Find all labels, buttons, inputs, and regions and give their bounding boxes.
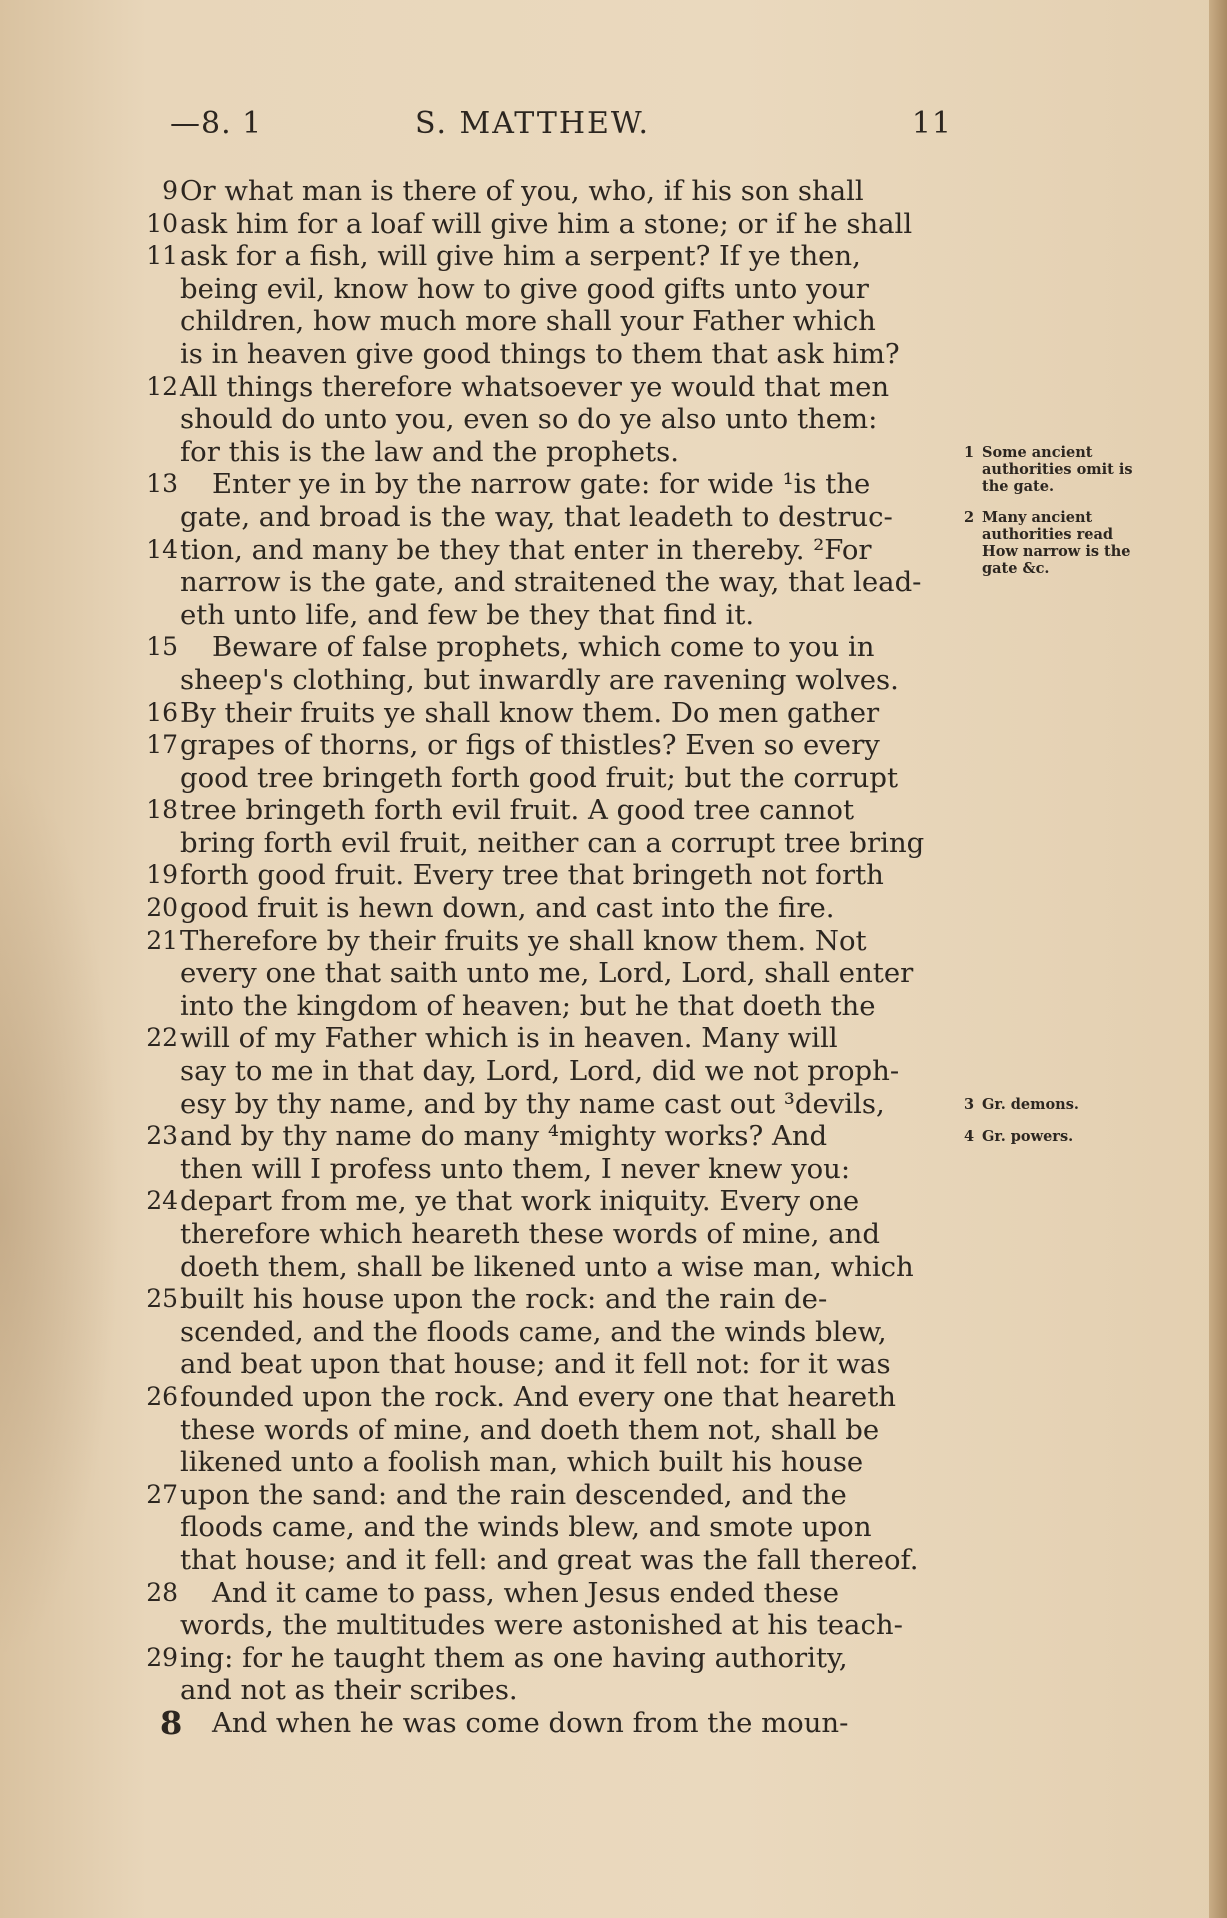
- line-text: good fruit is hewn down, and cast into the fire.: [180, 892, 835, 925]
- text-line: [140, 534, 960, 567]
- line-text: children, how much more shall your Father which: [180, 305, 876, 338]
- line-text: Therefore by their fruits ye shall know them. Not: [180, 924, 867, 957]
- line-text: say to me in that day, Lord, Lord, did we not proph-: [180, 1055, 900, 1088]
- line-text: built his house upon the rock: and the rain de-: [180, 1283, 828, 1316]
- line-text: tion, and many be they that enter in thereby. ²For: [180, 533, 872, 566]
- text-line: [140, 1511, 960, 1544]
- text-line: [140, 1185, 960, 1218]
- text-line: [140, 1577, 960, 1610]
- chapter-reference: —8. 1: [170, 106, 263, 141]
- line-text: scended, and the floods came, and the winds blew,: [180, 1315, 887, 1348]
- text-line: [140, 338, 960, 371]
- margin-note-number: 3: [964, 1095, 975, 1113]
- line-text: narrow is the gate, and straitened the way, that lead-: [180, 566, 922, 599]
- line-text: By their fruits ye shall know them. Do men gather: [180, 696, 880, 729]
- text-line: [140, 1414, 960, 1447]
- line-text: and beat upon that house; and it fell not: for it was: [180, 1348, 891, 1381]
- line-text: is in heaven give good things to them that ask him?: [180, 337, 900, 370]
- verse-number: 10: [146, 208, 178, 238]
- margin-note-number: 1: [964, 443, 975, 461]
- line-text: ask for a fish, will give him a serpent? If ye then,: [180, 240, 861, 273]
- text-line: [140, 1642, 960, 1675]
- line-text: bring forth evil fruit, neither can a corrupt tree bring: [180, 826, 925, 859]
- verse-number: 29: [146, 1642, 178, 1672]
- text-line: [140, 175, 960, 208]
- verse-number: 11: [146, 241, 178, 271]
- scripture-text: [140, 175, 960, 1740]
- text-line: [140, 501, 960, 534]
- verse-number: 25: [146, 1284, 178, 1314]
- line-text: ask him for a loaf will give him a stone; or if he shall: [180, 207, 913, 240]
- line-text: floods came, and the winds blew, and smote upon: [180, 1511, 872, 1544]
- line-text: likened unto a foolish man, which built his house: [180, 1446, 864, 1479]
- text-line: [140, 371, 960, 404]
- verse-number: 23: [146, 1121, 178, 1151]
- line-text: grapes of thorns, or figs of thistles? Even so every: [180, 729, 880, 762]
- line-text: eth unto life, and few be they that find it.: [180, 598, 755, 631]
- text-line: [140, 1153, 960, 1186]
- margin-note-text: Gr. demons.: [982, 1095, 1079, 1113]
- text-line: [140, 957, 960, 990]
- line-text: ing: for he taught them as one having authority,: [180, 1641, 848, 1674]
- line-text: and not as their scribes.: [180, 1674, 518, 1707]
- verse-number: 20: [146, 893, 178, 923]
- verse-number: 19: [146, 860, 178, 890]
- text-line: [140, 436, 960, 469]
- text-line: [140, 1479, 960, 1512]
- margin-note-number: 2: [964, 509, 975, 526]
- book-spine: [1209, 0, 1227, 1918]
- verse-number: 12: [146, 371, 178, 401]
- text-line: [140, 566, 960, 599]
- line-text: words, the multitudes were astonished at his teach-: [180, 1609, 903, 1642]
- line-text: Enter ye in by the narrow gate: for wide ¹is the: [212, 468, 871, 501]
- line-text: And it came to pass, when Jesus ended these: [212, 1576, 840, 1609]
- line-text: esy by thy name, and by thy name cast out ³devils,: [180, 1087, 885, 1120]
- line-text: Beware of false prophets, which come to you in: [212, 631, 875, 664]
- text-line: [140, 468, 960, 501]
- line-text: And when he was come down from the moun-: [212, 1706, 849, 1739]
- text-line: [140, 1088, 960, 1121]
- text-line: [140, 208, 960, 241]
- text-line: [140, 240, 960, 273]
- page-title: S. MATTHEW.: [415, 106, 651, 141]
- line-text: forth good fruit. Every tree that bringeth not forth: [180, 859, 884, 892]
- margin-note-text: Some ancient authorities omit is the gate.: [982, 443, 1133, 495]
- line-text: should do unto you, even so do ye also unto them:: [180, 403, 878, 436]
- page-number: 11: [911, 106, 952, 141]
- line-text: good tree bringeth forth good fruit; but the corrupt: [180, 761, 899, 794]
- line-text: tree bringeth forth evil fruit. A good tree cannot: [180, 794, 854, 827]
- line-text: being evil, know how to give good gifts unto your: [180, 272, 869, 305]
- text-line: [140, 892, 960, 925]
- text-line: [140, 1022, 960, 1055]
- text-line: [140, 403, 960, 436]
- line-text: every one that saith unto me, Lord, Lord, shall enter: [180, 957, 914, 990]
- page-header: [170, 106, 960, 146]
- line-text: Or what man is there of you, who, if his son shall: [180, 175, 864, 207]
- verse-number: 22: [146, 1023, 178, 1053]
- line-text: sheep's clothing, but inwardly are ravening wolves.: [180, 663, 899, 696]
- verse-number: 18: [146, 795, 178, 825]
- text-line: [140, 1544, 960, 1577]
- verse-number: 28: [146, 1577, 178, 1607]
- margin-note-number: 4: [964, 1128, 975, 1146]
- verse-number: 24: [146, 1186, 178, 1216]
- line-text: depart from me, ye that work iniquity. Every one: [180, 1185, 860, 1218]
- line-text: into the kingdom of heaven; but he that doeth the: [180, 989, 876, 1022]
- text-line: [140, 1348, 960, 1381]
- text-line: [140, 1120, 960, 1153]
- line-text: All things therefore whatsoever ye would that men: [180, 370, 890, 403]
- text-line: [140, 1251, 960, 1284]
- verse-number: 16: [146, 697, 178, 727]
- line-text: and by thy name do many ⁴mighty works? And: [180, 1120, 828, 1153]
- verse-number: 17: [146, 730, 178, 760]
- text-line: [140, 1055, 960, 1088]
- verse-number: 15: [146, 632, 178, 662]
- text-line: [140, 1218, 960, 1251]
- text-line: [140, 1674, 960, 1707]
- line-text: then will I profess unto them, I never knew you:: [180, 1152, 851, 1185]
- text-line: [140, 1316, 960, 1349]
- text-line: [140, 762, 960, 795]
- text-line: [140, 631, 960, 664]
- text-line: [140, 305, 960, 338]
- verse-number: 26: [146, 1381, 178, 1411]
- margin-note-text: Gr. powers.: [982, 1128, 1074, 1146]
- verse-number: 9: [162, 176, 178, 205]
- line-text: that house; and it fell: and great was the fall thereof.: [180, 1543, 919, 1576]
- verse-number: 14: [146, 534, 178, 564]
- text-line: [140, 1446, 960, 1479]
- verse-number: 21: [146, 925, 178, 955]
- text-line: [140, 273, 960, 306]
- text-line: [140, 1381, 960, 1414]
- verse-number: 13: [146, 469, 178, 499]
- text-line: [140, 1283, 960, 1316]
- line-text: therefore which heareth these words of mine, and: [180, 1218, 880, 1250]
- text-line: [140, 729, 960, 762]
- line-text: these words of mine, and doeth them not, shall be: [180, 1413, 880, 1446]
- text-line: [140, 599, 960, 632]
- text-line: [140, 925, 960, 958]
- line-text: founded upon the rock. And every one that heareth: [180, 1380, 896, 1413]
- line-text: for this is the law and the prophets.: [180, 435, 679, 468]
- verse-number: 27: [146, 1479, 178, 1509]
- text-line: [140, 859, 960, 892]
- chapter-number: 8: [160, 1703, 183, 1742]
- text-line: [140, 664, 960, 697]
- page-stain: [0, 760, 120, 1660]
- line-text: gate, and broad is the way, that leadeth to destruc-: [180, 500, 893, 533]
- line-text: will of my Father which is in heaven. Many will: [180, 1022, 838, 1055]
- text-line: [140, 827, 960, 860]
- text-line: [140, 1609, 960, 1642]
- line-text: doeth them, shall be likened unto a wise man, which: [180, 1250, 914, 1283]
- line-text: upon the sand: and the rain descended, and the: [180, 1478, 847, 1511]
- text-line: [140, 794, 960, 827]
- text-line: [140, 1703, 960, 1742]
- text-line: [140, 990, 960, 1023]
- margin-note-text: Many ancient authorities read How narrow is the gate &c.: [982, 509, 1131, 577]
- text-line: [140, 697, 960, 730]
